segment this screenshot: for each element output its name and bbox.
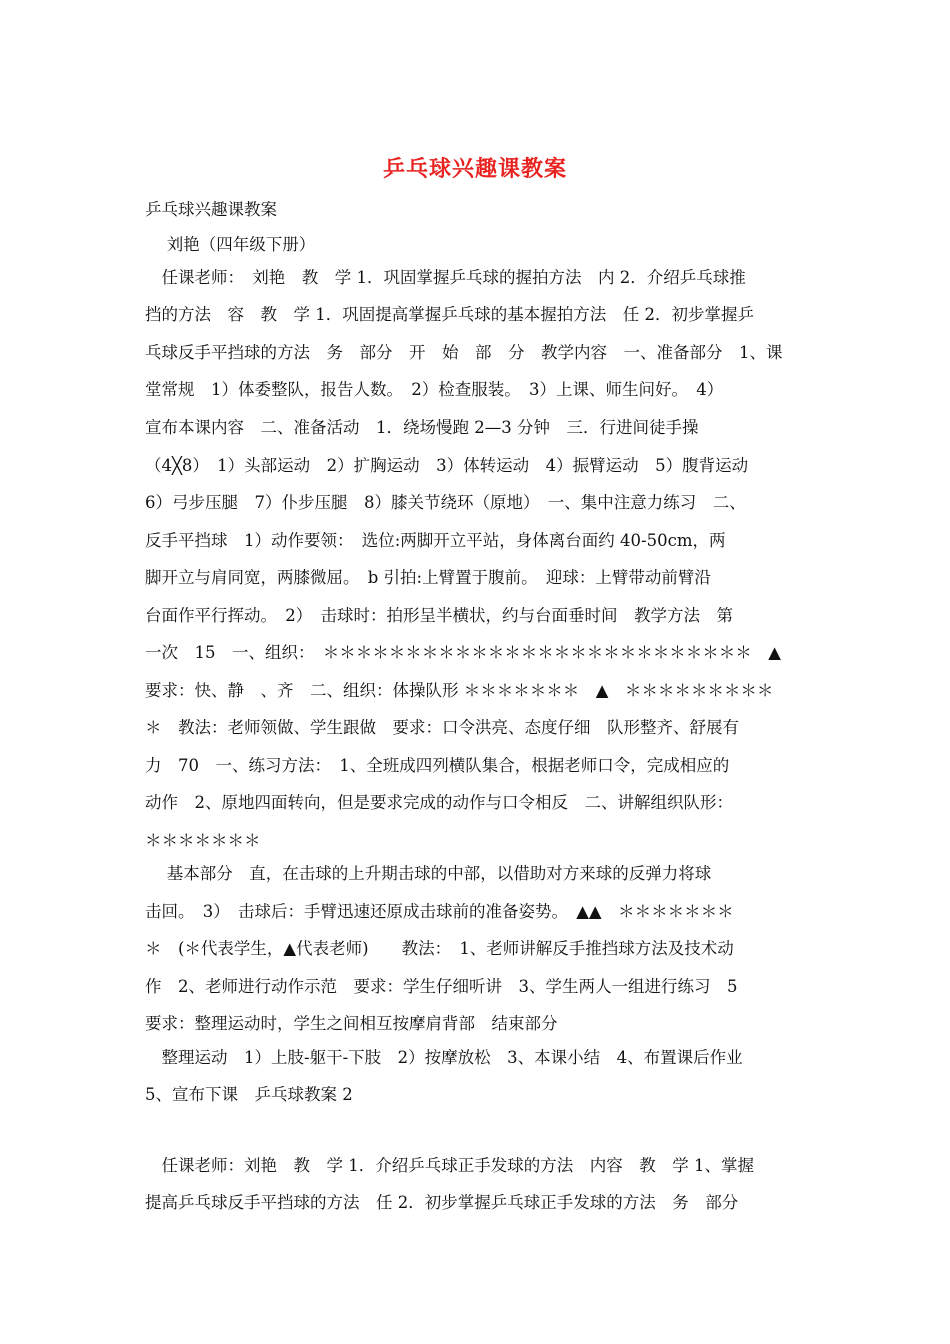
text-line: ＊ (＊代表学生，▲代表老师) 教法： 1、老师讲解反手推挡球方法及技术动 <box>145 939 734 958</box>
text-line: 6）弓步压腿 7）仆步压腿 8）膝关节绕环（原地） 一、集中注意力练习 二、 <box>145 493 746 512</box>
text-line: 作 2、老师进行动作示范 要求：学生仔细听讲 3、学生两人一组进行练习 5 <box>145 977 738 996</box>
text-line: 任课老师： 刘艳 教 学 1．巩固掌握乒乓球的握拍方法 内 2．介绍乒乓球推 <box>145 268 746 287</box>
text-line: ＊＊＊＊＊＊＊ <box>145 831 261 850</box>
text-line: 任课老师：刘艳 教 学 1．介绍乒乓球正手发球的方法 内容 教 学 1、掌握 <box>145 1156 754 1175</box>
text-line: 提高乒乓球反手平挡球的方法 任 2．初步掌握乒乓球正手发球的方法 务 部分 <box>145 1193 739 1212</box>
text-line: 堂常规 1）体委整队，报告人数。 2）检查服装。 3）上课、师生问好。 4） <box>145 380 724 399</box>
text-line: （4╳8） 1）头部运动 2）扩胸运动 3）体转运动 4）振臂运动 5）腹背运动 <box>145 456 749 475</box>
text-line: 反手平挡球 1）动作要领： 选位:两脚开立平站，身体离台面约 40-50cm，两 <box>145 531 726 550</box>
text-line: 击回。 3） 击球后：手臂迅速还原成击球前的准备姿势。 ▲▲ ＊＊＊＊＊＊＊ <box>145 902 734 921</box>
text-line: 一次 15 一、组织： ＊＊＊＊＊＊＊＊＊＊＊＊＊＊＊＊＊＊＊＊＊＊＊＊＊＊ ▲ <box>145 643 781 662</box>
text-line: 宣布本课内容 二、准备活动 1．绕场慢跑 2—3 分钟 三．行进间徒手操 <box>145 418 699 437</box>
text-line: 刘艳（四年级下册） <box>145 235 316 254</box>
text-line: 动作 2、原地四面转向，但是要求完成的动作与口令相反 二、讲解组织队形： <box>145 793 733 812</box>
text-line: 力 70 一、练习方法： 1、全班成四列横队集合，根据老师口令，完成相应的 <box>145 756 730 775</box>
text-line: 要求：快、静 、齐 二、组织：体操队形 ＊＊＊＊＊＊＊ ▲ ＊＊＊＊＊＊＊＊＊ <box>145 681 774 700</box>
text-line: 乓球反手平挡球的方法 务 部分 开 始 部 分 教学内容 一、准备部分 1、课 <box>145 343 783 362</box>
text-line: 挡的方法 容 教 学 1．巩固提高掌握乒乓球的基本握拍方法 任 2．初步掌握乒 <box>145 305 754 324</box>
text-line: 脚开立与肩同宽，两膝微屈。 b 引拍:上臂置于腹前。 迎球：上臂带动前臂沿 <box>145 568 711 587</box>
text-line: ＊ 教法：老师领做、学生跟做 要求：口令洪亮、态度仔细 队形整齐、舒展有 <box>145 718 739 737</box>
text-line: 基本部分 直，在击球的上升期击球的中部，以借助对方来球的反弹力将球 <box>145 864 712 883</box>
document-title: 乒乓球兴趣课教案 <box>382 156 567 182</box>
text-line: 整理运动 1）上肢-躯干-下肢 2）按摩放松 3、本课小结 4、布置课后作业 <box>145 1048 743 1067</box>
text-line: 5、宣布下课 乒乓球教案 2 <box>145 1085 353 1104</box>
text-line: 要求：整理运动时，学生之间相互按摩肩背部 结束部分 <box>145 1014 558 1033</box>
text-line: 乒乓球兴趣课教案 <box>145 200 277 219</box>
text-line: 台面作平行挥动。 2） 击球时：拍形呈半横状，约与台面垂时间 教学方法 第 <box>145 606 733 625</box>
